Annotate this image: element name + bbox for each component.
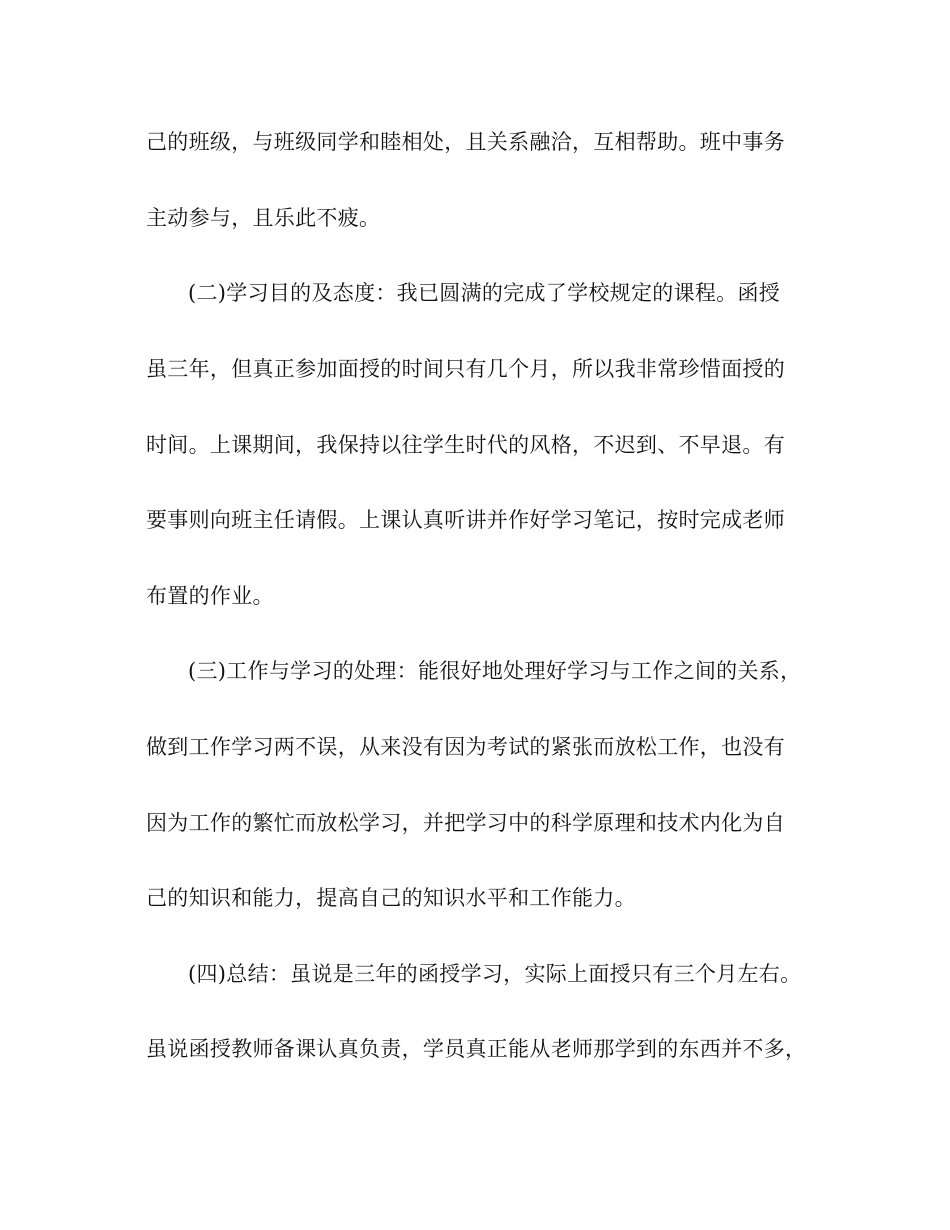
paragraph-heading-line: (二)学习目的及态度：我已圆满的完成了学校规定的课程。函授	[188, 281, 781, 305]
text-line: 因为工作的繁忙而放松学习，并把学习中的科学原理和技术内化为自	[146, 811, 785, 835]
text-line: 主动参与，且乐此不疲。	[146, 206, 381, 230]
text-line: 虽三年，但真正参加面授的时间只有几个月，所以我非常珍惜面授的	[146, 357, 785, 381]
text-line: 要事则向班主任请假。上课认真听讲并作好学习笔记，按时完成老师	[146, 508, 785, 532]
text-line: 布置的作业。	[146, 584, 274, 608]
paragraph-heading-line: (三)工作与学习的处理：能很好地处理好学习与工作之间的关系，	[188, 659, 802, 683]
text-line: 做到工作学习两不误，从来没有因为考试的紧张而放松工作，也没有	[146, 735, 785, 759]
paragraph-heading-line: (四)总结：虽说是三年的函授学习，实际上面授只有三个月左右。	[188, 962, 802, 986]
text-line: 己的知识和能力，提高自己的知识水平和工作能力。	[146, 886, 636, 910]
text-line: 己的班级，与班级同学和睦相处，且关系融洽，互相帮助。班中事务	[146, 130, 785, 154]
text-line: 虽说函授教师备课认真负责，学员真正能从老师那学到的东西并不多，	[146, 1037, 807, 1061]
text-line: 时间。上课期间，我保持以往学生时代的风格，不迟到、不早退。有	[146, 433, 785, 457]
